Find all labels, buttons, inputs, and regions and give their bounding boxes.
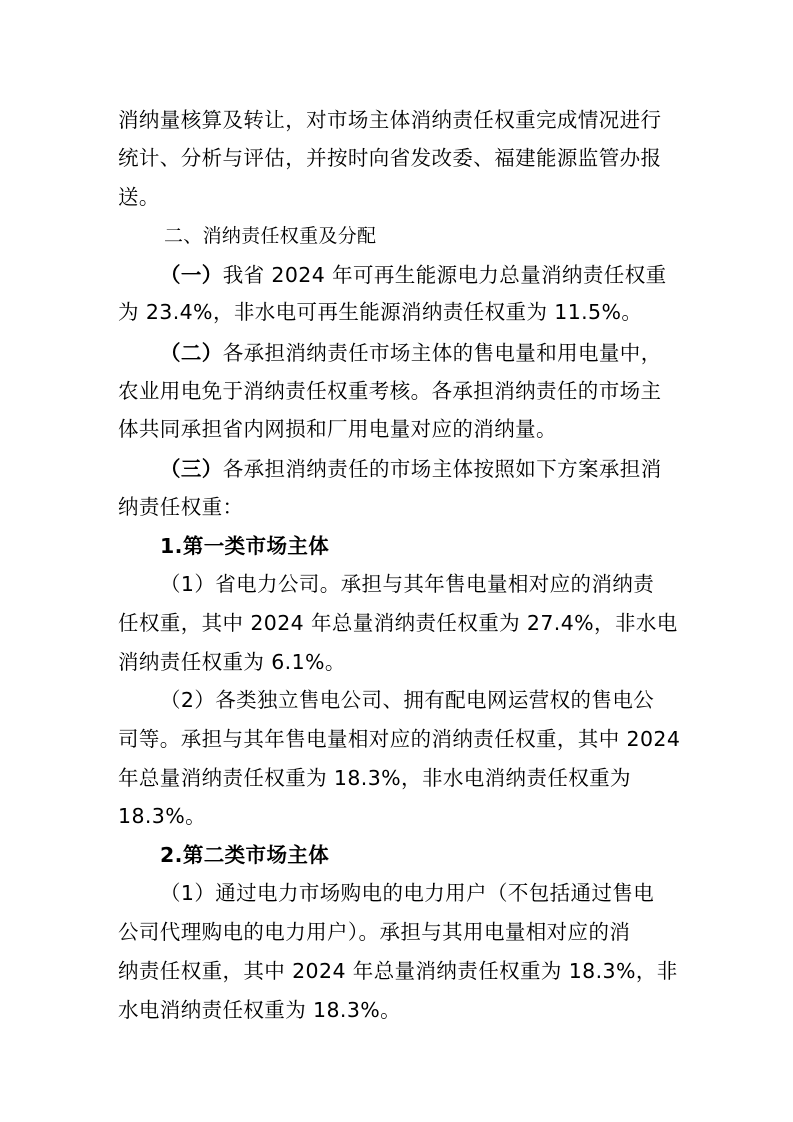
paragraph-line: （1）省电力公司。承担与其年售电量相对应的消纳责	[160, 572, 655, 596]
paragraph-line: 任权重，其中 2024 年总量消纳责任权重为 27.4%，非水电	[118, 611, 678, 635]
paragraph-line: 水电消纳责任权重为 18.3%。	[118, 998, 402, 1022]
paragraph-line	[160, 455, 662, 483]
item-marker: （二）	[160, 341, 223, 365]
paragraph-line: （1）通过电力市场购电的电力用户（不包括通过售电	[160, 881, 655, 905]
paragraph-line: （2）各类独立售电公司、拥有配电网运营权的售电公	[160, 688, 655, 712]
paragraph-line: 司等。承担与其年售电量相对应的消纳责任权重，其中 2024	[118, 727, 681, 751]
paragraph-line	[160, 261, 667, 289]
item-text: 各承担消纳责任的市场主体按照如下方案承担消	[222, 457, 662, 481]
paragraph-line: 送。	[118, 185, 160, 209]
item-marker: （三）	[160, 457, 223, 481]
subsection-heading: 1.第一类市场主体	[160, 534, 330, 558]
item-text: 我省 2024 年可再生能源电力总量消纳责任权重	[222, 263, 667, 287]
paragraph-line: 消纳量核算及转让，对市场主体消纳责任权重完成情况进行	[118, 108, 662, 132]
paragraph-line: 18.3%。	[118, 804, 207, 828]
paragraph-line: 消纳责任权重为 6.1%。	[118, 650, 346, 674]
item-marker: （一）	[160, 263, 223, 287]
paragraph-line: 纳责任权重，其中 2024 年总量消纳责任权重为 18.3%，非	[118, 959, 678, 983]
paragraph-line: 公司代理购电的电力用户）。承担与其用电量相对应的消	[118, 920, 631, 944]
paragraph-line: 年总量消纳责任权重为 18.3%，非水电消纳责任权重为	[118, 766, 631, 790]
section-heading: 二、消纳责任权重及分配	[164, 225, 377, 247]
subsection-heading: 2.第二类市场主体	[160, 843, 330, 867]
paragraph-line: 体共同承担省内网损和厂用电量对应的消纳量。	[118, 417, 557, 441]
paragraph-line: 农业用电免于消纳责任权重考核。各承担消纳责任的市场主	[118, 379, 662, 403]
paragraph-line: 统计、分析与评估，并按时向省发改委、福建能源监管办报	[118, 146, 662, 170]
paragraph-line: 为 23.4%，非水电可再生能源消纳责任权重为 11.5%。	[118, 300, 643, 324]
item-text: 各承担消纳责任市场主体的售电量和用电量中，	[222, 341, 662, 365]
paragraph-line: 纳责任权重：	[118, 495, 244, 519]
paragraph-line	[160, 339, 662, 367]
